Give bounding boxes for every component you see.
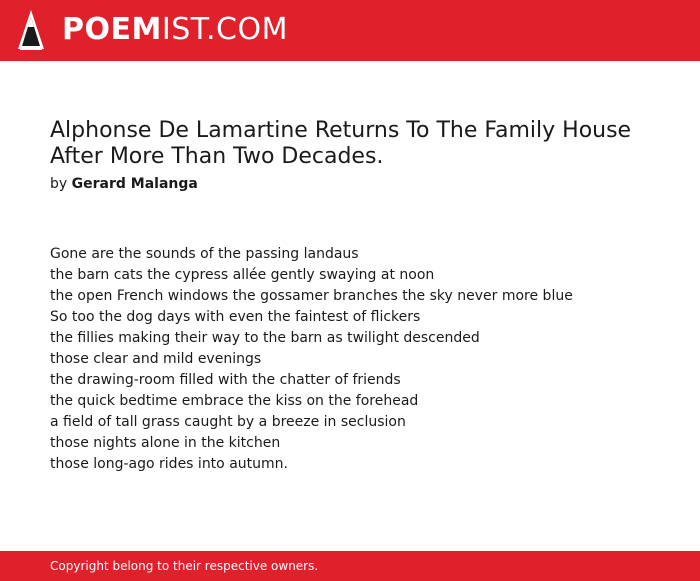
logo-text-bold: POEM <box>62 12 162 47</box>
site-logo[interactable] <box>62 12 288 48</box>
poem-line: a field of tall grass caught by a breeze in seclusion <box>50 414 406 430</box>
author-name: Gerard Malanga <box>71 176 198 192</box>
pencil-tip-icon <box>17 9 45 53</box>
poem-line: the drawing-room filled with the chatter of friends <box>50 372 401 388</box>
poem-line: the barn cats the cypress allée gently swaying at noon <box>50 267 435 283</box>
poem-line: those long-ago rides into autumn. <box>50 456 288 472</box>
copyright-notice: Copyright belong to their respective owners. <box>50 559 319 573</box>
site-header <box>0 0 700 61</box>
poem-line: the quick bedtime embrace the kiss on the forehead <box>50 393 419 409</box>
poem-body <box>50 244 670 475</box>
poem-line: those nights alone in the kitchen <box>50 435 281 451</box>
poem-line: So too the dog days with even the faintest of flickers <box>50 309 421 325</box>
byline <box>50 175 198 193</box>
poem-line: those clear and mild evenings <box>50 351 262 367</box>
site-footer <box>0 551 700 581</box>
logo-text-light: IST.COM <box>161 12 288 47</box>
poem-title: Alphonse De Lamartine Returns To The Family House After More Than Two Decades. <box>50 118 632 169</box>
poem-line: the open French windows the gossamer branches the sky never more blue <box>50 288 573 304</box>
by-label: by <box>50 176 68 192</box>
poem-line: the fillies making their way to the barn as twilight descended <box>50 330 480 346</box>
poem-line: Gone are the sounds of the passing landaus <box>50 246 359 262</box>
